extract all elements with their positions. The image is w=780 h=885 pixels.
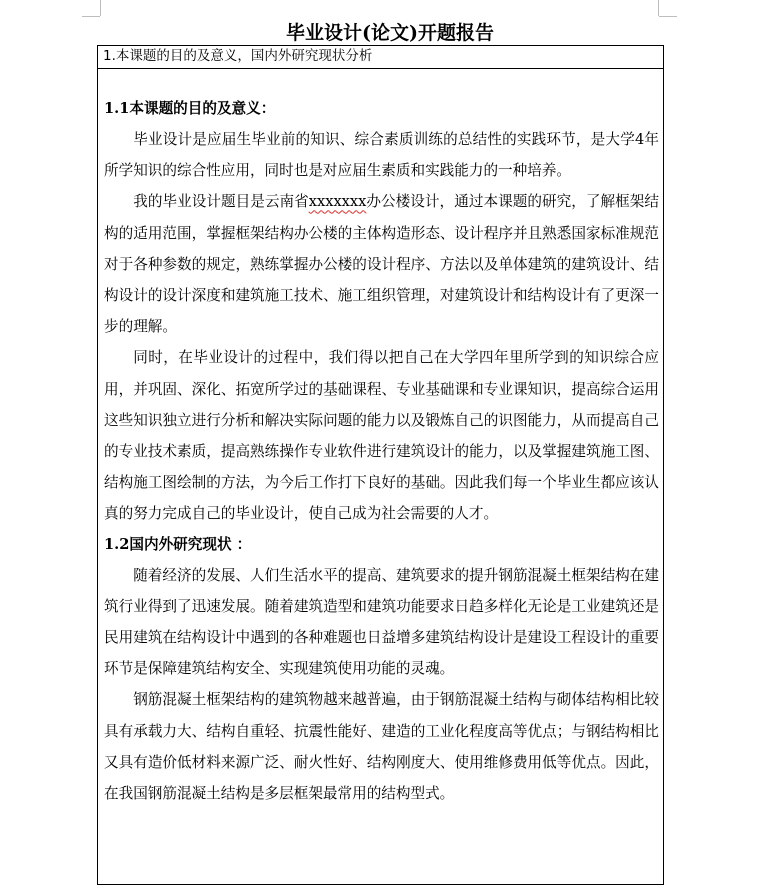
crop-mark-top-left — [82, 16, 100, 17]
paragraph-text: 我的毕业设计题目是云南省 — [133, 193, 309, 211]
report-title: 毕业设计(论文)开题报告 — [286, 22, 494, 44]
document-body[interactable] — [104, 94, 659, 809]
spellcheck-flagged-word[interactable]: xxxxxxx — [308, 193, 367, 211]
paragraph — [104, 186, 659, 342]
paragraph: 同时，在毕业设计的过程中，我们得以把自己在大学四年里所学到的知识综合应用，并巩固、深化、拓宽所学过的基础课程、专业基础课和专业课知识，提高综合运用这些知识独立进行分析和解决实际问题的能力以及锻炼自己的识图能力，从而提高自己的专业技术素质，提高熟练操作专业软件进行建筑设计的能力，以及掌握建筑施工图、结构施工图绘制的方法，为今后工作打下良好的基础。因此我们每一个毕业生都应该认真的努力完成自己的毕业设计，使自己成为社会需要的人才。 — [104, 349, 659, 523]
paragraph: 毕业设计是应届生毕业前的知识、综合素质训练的总结性的实践环节，是大学4年所学知识的综合性应用，同时也是对应届生素质和实践能力的一种培养。 — [104, 131, 659, 180]
crop-mark-top-right — [659, 16, 677, 17]
crop-mark-top-left — [100, 0, 101, 16]
crop-mark-top-right — [658, 0, 659, 16]
paragraph-text: 办公楼设计，通过本课题的研究，了解框架结构的适用范围，掌握框架结构办公楼的主体构造形态、设计程序并且熟悉国家标准规范对于各种参数的规定，熟练掌握办公楼的设计程序、方法以及单体建筑的建筑设计、结构设计的设计深度和建筑施工技术、施工组织管理，对建筑设计和结构设计有了更深一步的理解。 — [104, 193, 659, 336]
section-header-row: 1.本课题的目的及意义，国内外研究现状分析 — [97, 45, 664, 69]
paragraph: 随着经济的发展、人们生活水平的提高、建筑要求的提升钢筋混凝土框架结构在建筑行业得到了迅速发展。随着建筑造型和建筑功能要求日趋多样化无论是工业建筑还是民用建筑在结构设计中遇到的各种难题也日益增多建筑结构设计是建设工程设计的重要环节是保障建筑结构安全、实现建筑使用功能的灵魂。 — [104, 566, 659, 678]
section-heading-purpose: 1.1本课题的目的及意义： — [104, 100, 276, 117]
paragraph: 钢筋混凝土框架结构的建筑物越来越普遍，由于钢筋混凝土结构与砌体结构相比较具有承载力大、结构自重轻、抗震性能好、建造的工业化程度高等优点；与钢结构相比又具有造价低材料来源广泛、耐火性好、结构刚度大、使用维修费用低等优点。因此，在我国钢筋混凝土结构是多层框架最常用的结构型式。 — [104, 691, 659, 803]
section-heading-research-status: 1.2国内外研究现状 ： — [104, 535, 252, 553]
